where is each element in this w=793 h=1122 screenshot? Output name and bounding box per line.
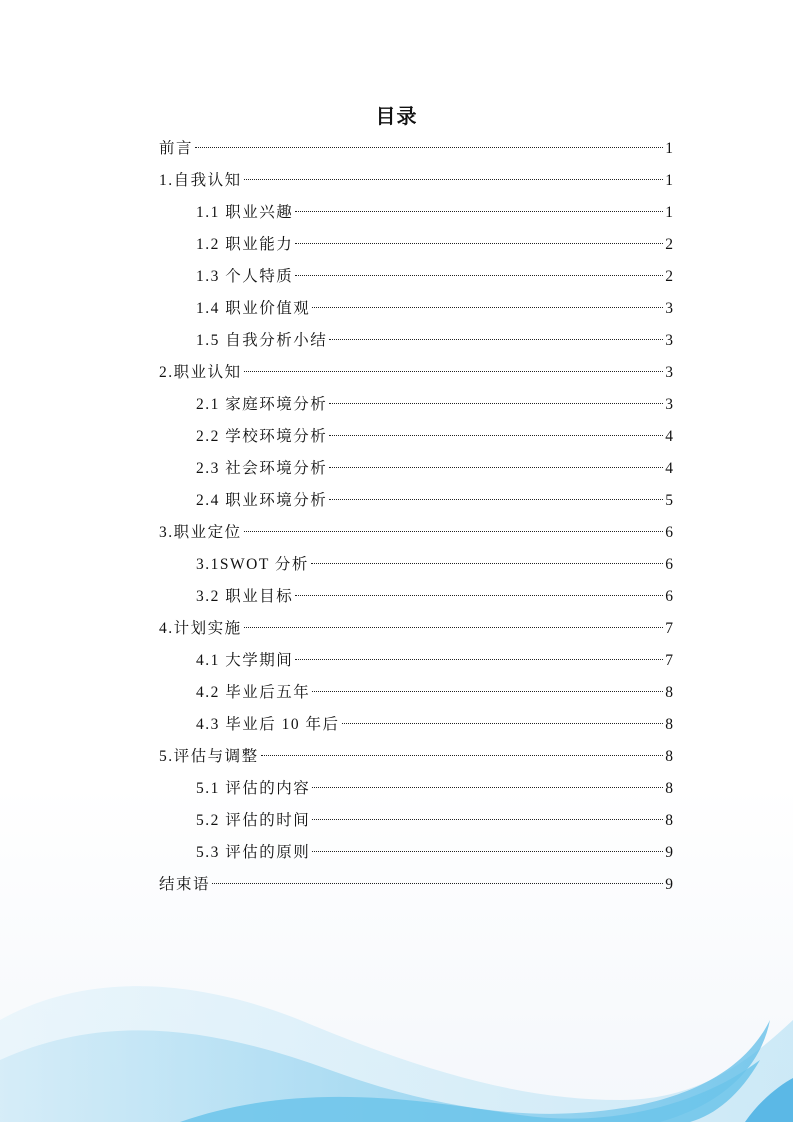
toc-entry[interactable] [159, 869, 673, 901]
toc-entry[interactable] [159, 357, 673, 389]
toc-dot-leader [329, 339, 663, 340]
toc-entry-label: 5.1 评估的内容 [196, 780, 311, 797]
toc-entry[interactable] [159, 229, 673, 261]
toc-entry-label: 4.1 大学期间 [196, 652, 294, 669]
toc-entry[interactable] [159, 549, 673, 581]
toc-entry[interactable] [159, 453, 673, 485]
toc-entry-label: 4.2 毕业后五年 [196, 684, 311, 701]
toc-entry-label: 1.1 职业兴趣 [196, 204, 294, 221]
toc-dot-leader [261, 755, 664, 756]
toc-dot-leader [295, 275, 663, 276]
toc-entry-label: 3.1SWOT 分析 [196, 556, 309, 573]
toc-entry-page: 7 [665, 652, 673, 669]
toc-entry-label: 4.计划实施 [159, 620, 242, 637]
toc-entry-page: 4 [665, 460, 673, 477]
toc-entry-label: 3.职业定位 [159, 524, 242, 541]
toc-dot-leader [212, 883, 663, 884]
toc-entry[interactable] [159, 165, 673, 197]
table-of-contents [159, 133, 673, 901]
toc-entry-page: 3 [665, 364, 673, 381]
toc-entry-page: 5 [665, 492, 673, 509]
toc-dot-leader [329, 467, 663, 468]
toc-entry[interactable] [159, 741, 673, 773]
toc-entry-page: 6 [665, 588, 673, 605]
toc-entry-label: 5.3 评估的原则 [196, 844, 311, 861]
toc-entry-page: 3 [665, 332, 673, 349]
toc-dot-leader [244, 371, 664, 372]
toc-entry-page: 1 [665, 204, 673, 221]
toc-entry[interactable] [159, 581, 673, 613]
toc-entry[interactable] [159, 837, 673, 869]
toc-dot-leader [295, 659, 663, 660]
toc-entry-page: 8 [665, 716, 673, 733]
toc-entry-page: 6 [665, 556, 673, 573]
toc-entry[interactable] [159, 517, 673, 549]
toc-entry[interactable] [159, 325, 673, 357]
toc-entry-label: 结束语 [159, 876, 211, 893]
toc-dot-leader [244, 179, 664, 180]
toc-entry-label: 2.2 学校环境分析 [196, 428, 328, 445]
toc-dot-leader [342, 723, 664, 724]
toc-entry-label: 1.5 自我分析小结 [196, 332, 328, 349]
toc-dot-leader [244, 531, 664, 532]
toc-entry-page: 1 [665, 140, 673, 157]
page-title: 目录 [375, 104, 418, 128]
toc-dot-leader [312, 851, 663, 852]
toc-entry[interactable] [159, 389, 673, 421]
toc-entry-page: 2 [665, 236, 673, 253]
toc-entry-label: 2.3 社会环境分析 [196, 460, 328, 477]
toc-entry-page: 3 [665, 396, 673, 413]
toc-entry-page: 9 [665, 876, 673, 893]
toc-entry-label: 1.4 职业价值观 [196, 300, 311, 317]
toc-dot-leader [312, 787, 663, 788]
toc-entry-label: 4.3 毕业后 10 年后 [196, 716, 340, 733]
toc-entry-label: 1.3 个人特质 [196, 268, 294, 285]
toc-entry-label: 前言 [159, 140, 194, 157]
toc-entry-page: 3 [665, 300, 673, 317]
toc-dot-leader [244, 627, 664, 628]
toc-entry[interactable] [159, 773, 673, 805]
toc-entry[interactable] [159, 133, 673, 165]
decorative-wave [0, 900, 793, 1122]
toc-dot-leader [312, 819, 663, 820]
toc-entry[interactable] [159, 805, 673, 837]
toc-dot-leader [295, 595, 663, 596]
toc-entry-label: 1.自我认知 [159, 172, 242, 189]
toc-dot-leader [195, 147, 663, 148]
toc-entry[interactable] [159, 677, 673, 709]
toc-entry[interactable] [159, 645, 673, 677]
toc-entry-page: 7 [665, 620, 673, 637]
toc-entry[interactable] [159, 485, 673, 517]
toc-dot-leader [312, 307, 663, 308]
toc-dot-leader [329, 435, 663, 436]
toc-entry-label: 2.1 家庭环境分析 [196, 396, 328, 413]
toc-entry-page: 4 [665, 428, 673, 445]
toc-entry-page: 9 [665, 844, 673, 861]
toc-entry[interactable] [159, 613, 673, 645]
toc-dot-leader [311, 563, 663, 564]
toc-entry-label: 5.评估与调整 [159, 748, 259, 765]
toc-entry-page: 6 [665, 524, 673, 541]
toc-dot-leader [295, 211, 663, 212]
toc-entry[interactable] [159, 709, 673, 741]
toc-entry-label: 1.2 职业能力 [196, 236, 294, 253]
toc-entry-page: 8 [665, 684, 673, 701]
toc-dot-leader [329, 499, 663, 500]
toc-entry-page: 1 [665, 172, 673, 189]
toc-entry-page: 2 [665, 268, 673, 285]
toc-entry-label: 2.职业认知 [159, 364, 242, 381]
toc-dot-leader [329, 403, 663, 404]
toc-dot-leader [295, 243, 663, 244]
toc-entry[interactable] [159, 261, 673, 293]
toc-entry-page: 8 [665, 748, 673, 765]
toc-entry-label: 3.2 职业目标 [196, 588, 294, 605]
toc-entry[interactable] [159, 421, 673, 453]
toc-dot-leader [312, 691, 663, 692]
toc-entry[interactable] [159, 197, 673, 229]
toc-entry-page: 8 [665, 780, 673, 797]
toc-entry-page: 8 [665, 812, 673, 829]
toc-entry[interactable] [159, 293, 673, 325]
toc-entry-label: 2.4 职业环境分析 [196, 492, 328, 509]
toc-entry-label: 5.2 评估的时间 [196, 812, 311, 829]
